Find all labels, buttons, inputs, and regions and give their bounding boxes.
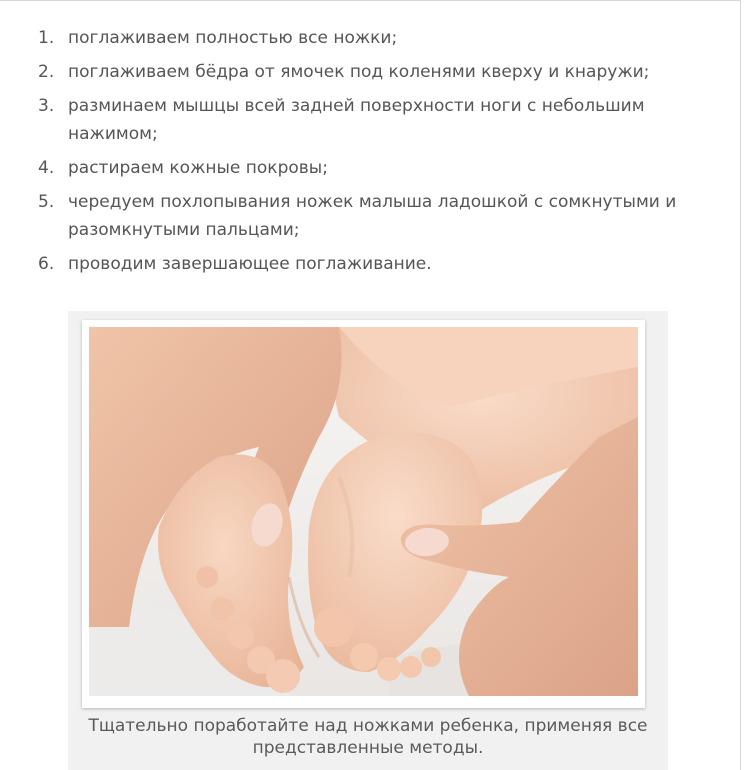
list-item [38,58,698,86]
list-item-number: 2. [38,62,55,82]
list-item [38,24,698,52]
list-item-text: поглаживаем полностью все ножки; [68,28,398,48]
list-item-text: проводим завершающее поглаживание. [68,254,432,274]
list-item-text: поглаживаем бёдра от ямочек под коленями кверху и кнаружи; [68,62,650,82]
list-item-number: 6. [38,254,55,274]
list-item-text: разминаем мышцы всей задней поверхности ноги с небольшим нажимом; [68,96,645,144]
photo-frame [82,320,645,708]
list-item [38,92,698,148]
figure-caption: Тщательно поработайте над ножками ребенка, применяя все представленные методы. [88,716,648,758]
list-item-number: 1. [38,28,55,48]
list-item-text: чередуем похлопывания ножек малыша ладошкой с сомкнутыми и разомкнутыми пальцами; [68,192,677,240]
list-item [38,250,698,278]
figure [68,311,668,770]
list-item [38,188,698,244]
list-item-number: 3. [38,96,55,116]
list-item [38,154,698,182]
baby-foot-massage-photo [89,327,638,696]
list-item-number: 5. [38,192,55,212]
list-item-text: растираем кожные покровы; [68,158,328,178]
massage-steps-list [38,24,698,284]
list-item-number: 4. [38,158,55,178]
